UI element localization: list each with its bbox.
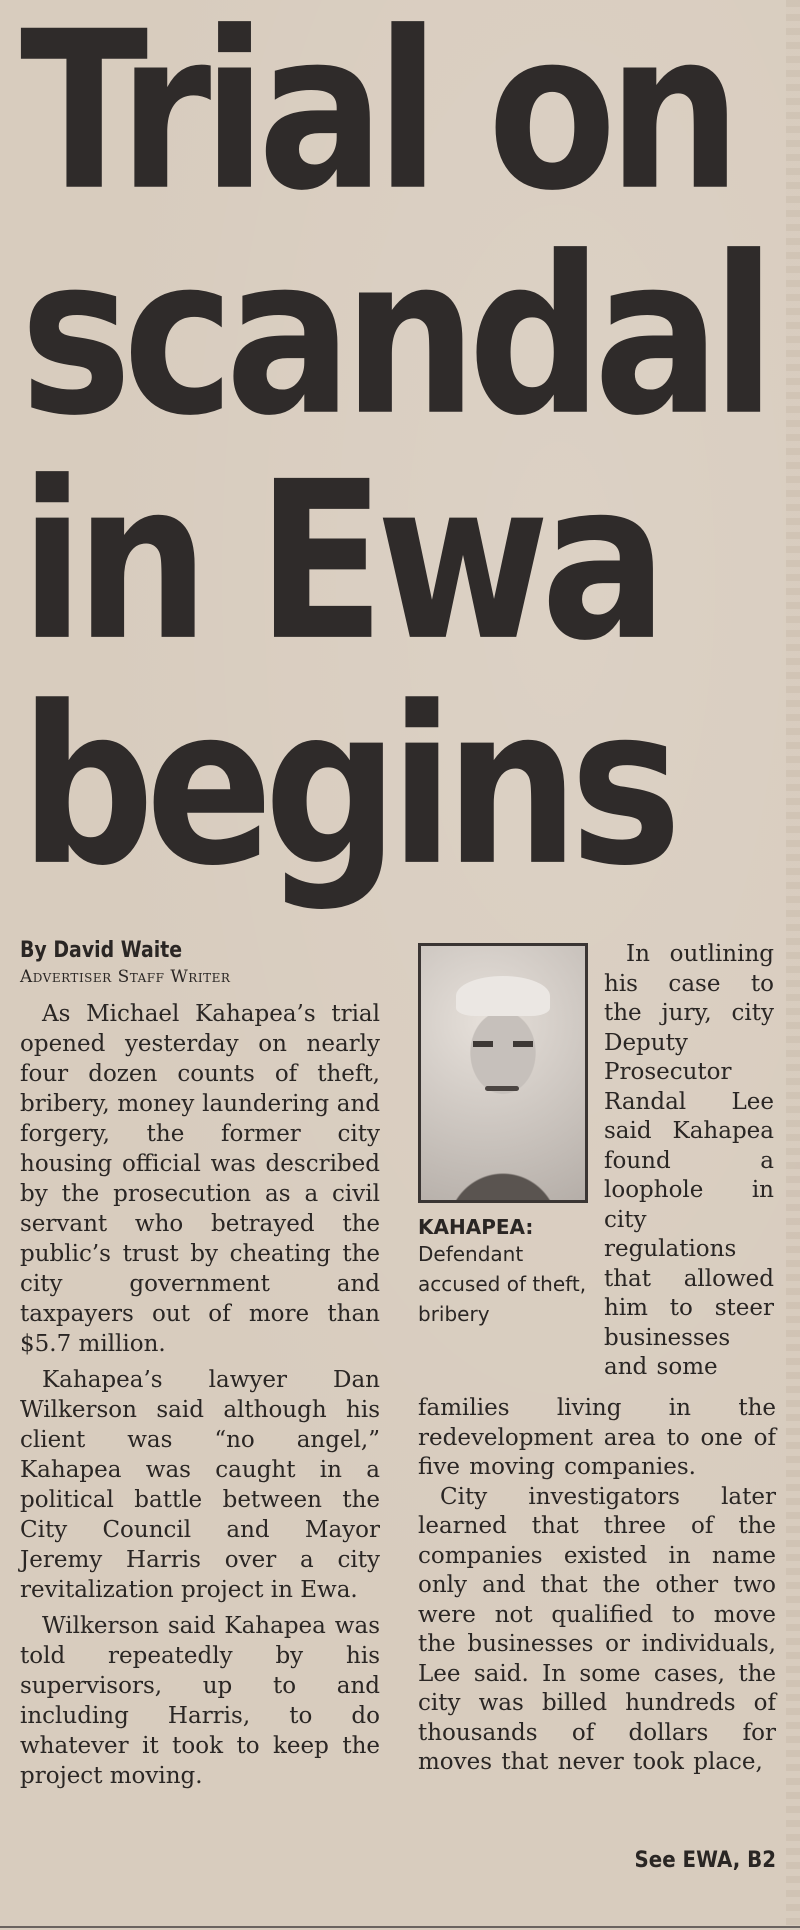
photo-mouth: [485, 1086, 519, 1091]
photo-hair: [456, 976, 550, 1016]
paragraph-2: Kahapea’s lawyer Dan Wilkerson said although his client was “no angel,” Kahapea was caught in a political battle between the City Council and Mayor Jeremy Harris over a city revitalization project in Ewa.: [20, 1367, 380, 1603]
torn-edge: [786, 0, 800, 1930]
byline: By David Waite: [20, 938, 183, 963]
paragraph-3: Wilkerson said Kahapea was told repeatedly by his supervisors, up to and including Harris, to do whatever it took to keep the project moving.: [20, 1613, 380, 1789]
article-column-right-top: [604, 940, 774, 1383]
bottom-rule: [0, 1926, 800, 1928]
paragraph-5: City investigators later learned that three of the companies existed in name only and that the other two were not qualified to move the businesses or individuals, Lee said. In some cases, the city was billed hundreds of thousands of dollars for moves that never took place,: [418, 1483, 776, 1775]
headline-line-4: begins: [20, 660, 673, 915]
photo-caption-label: KAHAPEA:: [418, 1215, 534, 1239]
paragraph-4-continued: families living in the redevelopment area to one of five moving companies.: [418, 1395, 776, 1480]
writer-role: Advertiser Staff Writer: [20, 967, 231, 987]
paragraph-1: As Michael Kahapea’s trial opened yesterday on nearly four dozen counts of theft, bribery, money laundering and forgery, the former city housing official was described by the prosecution as a civil servant who betrayed the public’s trust by cheating the city government and taxpayers out of more than $5.7 million.: [20, 1001, 380, 1357]
headline-line-3: in Ewa: [20, 435, 659, 690]
jump-reference: See EWA, B2: [634, 1848, 776, 1873]
headline-line-1: Trial on: [20, 0, 733, 239]
photo-block: [418, 943, 588, 1329]
defendant-photo: [418, 943, 588, 1203]
article-column-right-bottom: [418, 1394, 776, 1778]
article-column-left: [20, 937, 380, 1797]
headline-line-2: scandal: [20, 209, 767, 464]
photo-caption-text: Defendant accused of theft, bribery: [418, 1242, 587, 1326]
paragraph-4: In outlining his case to the jury, city Deputy Prosecutor Randal Lee said Kahapea found a loophole in city regulations that allowed him to steer businesses and some: [604, 941, 774, 1380]
headline: [20, 0, 780, 915]
photo-eyes: [473, 1041, 533, 1047]
